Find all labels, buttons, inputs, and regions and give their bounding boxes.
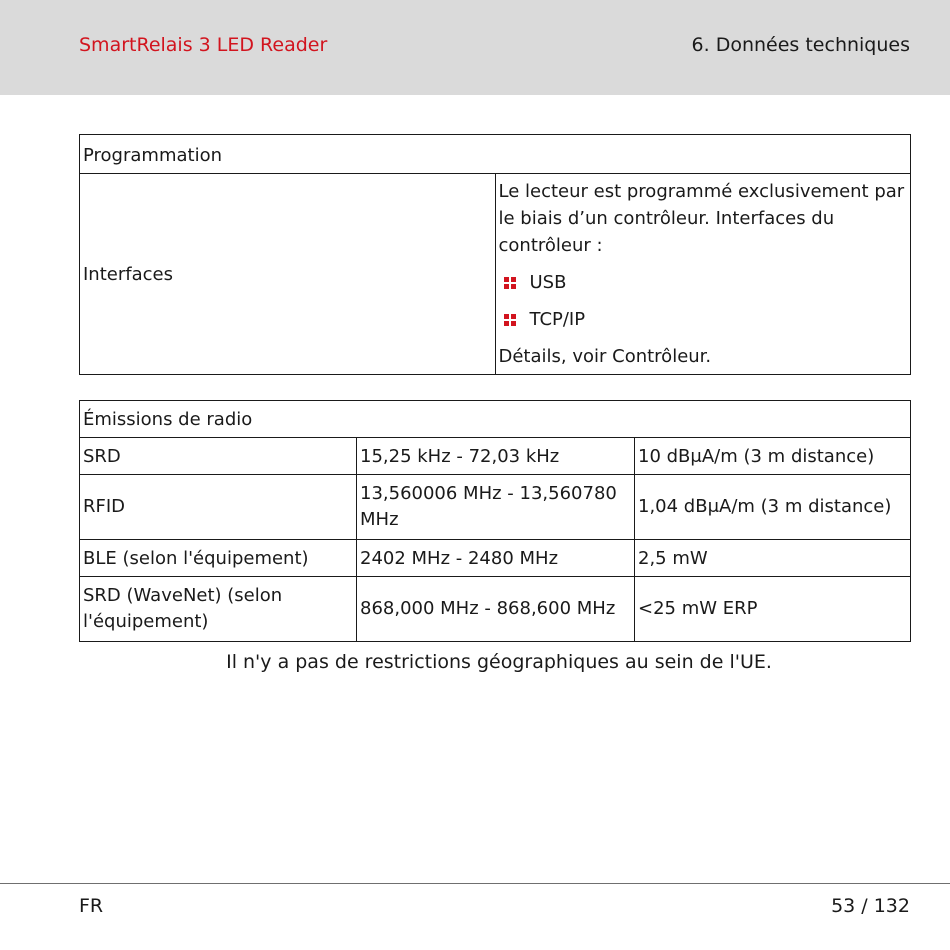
section-title: 6. Données techniques xyxy=(691,34,910,56)
table-cell: SRD (WaveNet) (selon l'équipement) xyxy=(80,577,357,642)
table-cell: <25 mW ERP xyxy=(635,577,911,642)
red-square-bullet-icon xyxy=(504,314,516,326)
table-cell: 15,25 kHz - 72,03 kHz xyxy=(357,438,635,475)
table-row xyxy=(80,438,911,475)
page-number: 53 / 132 xyxy=(831,895,910,917)
programming-table xyxy=(79,134,911,375)
list-item xyxy=(499,306,908,333)
table-row xyxy=(80,174,911,375)
table-cell: SRD xyxy=(80,438,357,475)
interfaces-details: Détails, voir Contrôleur. xyxy=(498,346,712,367)
interfaces-cell xyxy=(495,174,911,375)
footer-divider xyxy=(0,883,950,884)
footer-language: FR xyxy=(79,895,104,917)
table-row xyxy=(80,475,911,540)
table-title-row xyxy=(80,401,911,438)
list-item xyxy=(499,269,908,296)
red-square-bullet-icon xyxy=(504,277,516,289)
product-title: SmartRelais 3 LED Reader xyxy=(79,34,328,56)
table-cell: 2402 MHz - 2480 MHz xyxy=(357,540,635,577)
radio-table-title: Émissions de radio xyxy=(80,401,911,438)
table-row xyxy=(80,577,911,642)
interfaces-label: Interfaces xyxy=(80,174,496,375)
interface-usb: USB xyxy=(529,272,567,293)
table-cell: 1,04 dBμA/m (3 m distance) xyxy=(635,475,911,540)
radio-emissions-table xyxy=(79,400,911,642)
table-cell: 2,5 mW xyxy=(635,540,911,577)
table-cell: BLE (selon l'équipement) xyxy=(80,540,357,577)
table-cell: 13,560006 MHz - 13,560780 MHz xyxy=(357,475,635,540)
table-row xyxy=(80,540,911,577)
table-title-row xyxy=(80,135,911,174)
table-cell: 868,000 MHz - 868,600 MHz xyxy=(357,577,635,642)
interfaces-intro: Le lecteur est programmé exclusivement par le biais d’un contrôleur. Interfaces du contrôleur : xyxy=(498,181,905,256)
eu-restriction-note: Il n'y a pas de restrictions géographiques au sein de l'UE. xyxy=(226,651,772,673)
programming-table-title: Programmation xyxy=(80,135,911,174)
table-cell: RFID xyxy=(80,475,357,540)
page-header xyxy=(0,0,950,95)
interface-tcpip: TCP/IP xyxy=(529,309,586,330)
table-cell: 10 dBμA/m (3 m distance) xyxy=(635,438,911,475)
